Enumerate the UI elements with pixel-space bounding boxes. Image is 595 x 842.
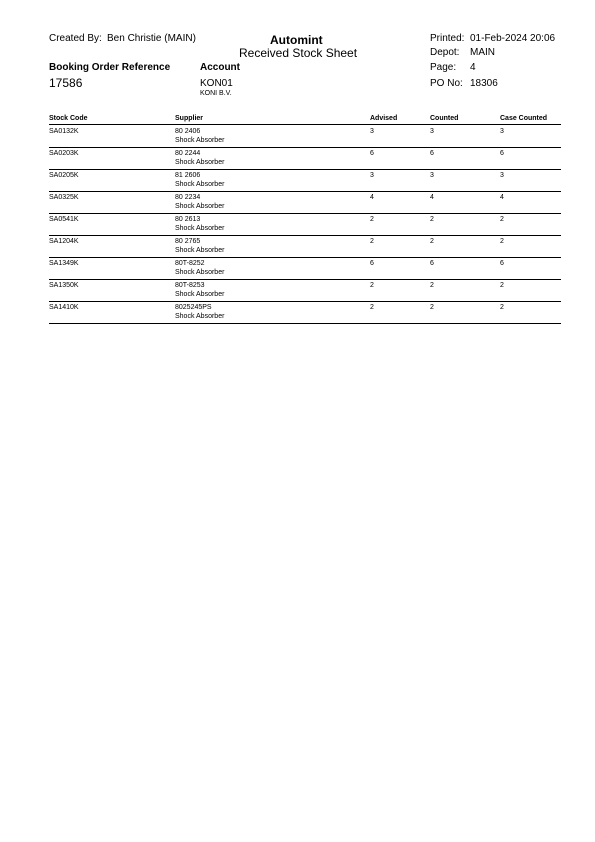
item-description: Shock Absorber [175,269,225,276]
supplier-code: 80T-8252 [175,260,205,267]
column-header-supplier: Supplier [175,115,204,122]
table-row [0,302,595,324]
supplier-cell [175,215,224,233]
item-description: Shock Absorber [175,181,225,188]
counted-qty: 2 [430,282,434,289]
column-header-advised: Advised [370,115,398,122]
table-row [0,214,595,236]
supplier-code: 8025245PS [175,304,212,311]
booking-reference-value: 17586 [49,76,83,90]
supplier-code: 80 2234 [175,194,201,201]
item-description: Shock Absorber [175,313,225,320]
counted-qty: 2 [430,238,434,245]
column-header-counted: Counted [430,115,459,122]
stock-code: SA0325K [49,194,79,201]
item-description: Shock Absorber [175,291,225,298]
row-divider [49,323,561,324]
account-label: Account [200,62,240,73]
advised-qty: 2 [370,238,374,245]
advised-qty: 4 [370,194,374,201]
table-row [0,126,595,148]
supplier-cell [175,171,224,189]
item-description: Shock Absorber [175,159,225,166]
supplier-cell [175,149,224,167]
stock-code: SA1350K [49,282,79,289]
stock-code: SA0132K [49,128,79,135]
case-counted-qty: 3 [500,128,504,135]
advised-qty: 6 [370,150,374,157]
printed-label: Printed: [430,33,465,44]
counted-qty: 3 [430,128,434,135]
stock-code: SA0203K [49,150,79,157]
table-row [0,148,595,170]
table-row [0,280,595,302]
booking-reference-label: Booking Order Reference [49,62,171,73]
account-code: KON01 [200,78,233,89]
case-counted-qty: 6 [500,150,504,157]
item-description: Shock Absorber [175,203,225,210]
case-counted-qty: 2 [500,216,504,223]
report-subtitle: Received Stock Sheet [239,46,358,60]
supplier-code: 80 2765 [175,238,201,245]
supplier-cell [175,303,224,321]
account-name: KONI B.V. [200,90,232,97]
table-row [0,170,595,192]
supplier-cell [175,259,224,277]
column-header-case-counted: Case Counted [500,115,548,122]
stock-code: SA1204K [49,238,79,245]
stock-code: SA1349K [49,260,79,267]
po-label: PO No: [430,78,463,89]
stock-code: SA0541K [49,216,79,223]
po-value: 18306 [470,78,498,89]
supplier-code: 80 2406 [175,128,201,135]
page-label: Page: [430,62,457,73]
created-by-value: Ben Christie (MAIN) [107,33,196,44]
counted-qty: 2 [430,304,434,311]
advised-qty: 3 [370,128,374,135]
item-description: Shock Absorber [175,137,225,144]
supplier-code: 80 2244 [175,150,201,157]
supplier-cell [175,193,224,211]
advised-qty: 6 [370,260,374,267]
counted-qty: 6 [430,150,434,157]
counted-qty: 6 [430,260,434,267]
case-counted-qty: 2 [500,304,504,311]
table-row [0,258,595,280]
advised-qty: 2 [370,304,374,311]
case-counted-qty: 2 [500,238,504,245]
column-header-stock-code: Stock Code [49,115,88,122]
table-row [0,192,595,214]
advised-qty: 2 [370,282,374,289]
supplier-cell [175,281,224,299]
item-description: Shock Absorber [175,225,225,232]
case-counted-qty: 2 [500,282,504,289]
case-counted-qty: 4 [500,194,504,201]
stock-code: SA0205K [49,172,79,179]
advised-qty: 2 [370,216,374,223]
printed-value: 01-Feb-2024 20:06 [470,33,556,44]
supplier-code: 80 2613 [175,216,201,223]
item-description: Shock Absorber [175,247,225,254]
supplier-cell [175,127,224,145]
supplier-code: 81 2606 [175,172,201,179]
stock-code: SA1410K [49,304,79,311]
header-divider [49,124,561,125]
report-company-title: Automint [270,33,323,47]
advised-qty: 3 [370,172,374,179]
depot-value: MAIN [470,47,495,58]
depot-label: Depot: [430,47,460,58]
case-counted-qty: 3 [500,172,504,179]
supplier-cell [175,237,224,255]
counted-qty: 4 [430,194,434,201]
counted-qty: 2 [430,216,434,223]
supplier-code: 80T-8253 [175,282,205,289]
counted-qty: 3 [430,172,434,179]
page-value: 4 [470,62,476,73]
created-by-label: Created By: [49,33,102,44]
table-row [0,236,595,258]
case-counted-qty: 6 [500,260,504,267]
